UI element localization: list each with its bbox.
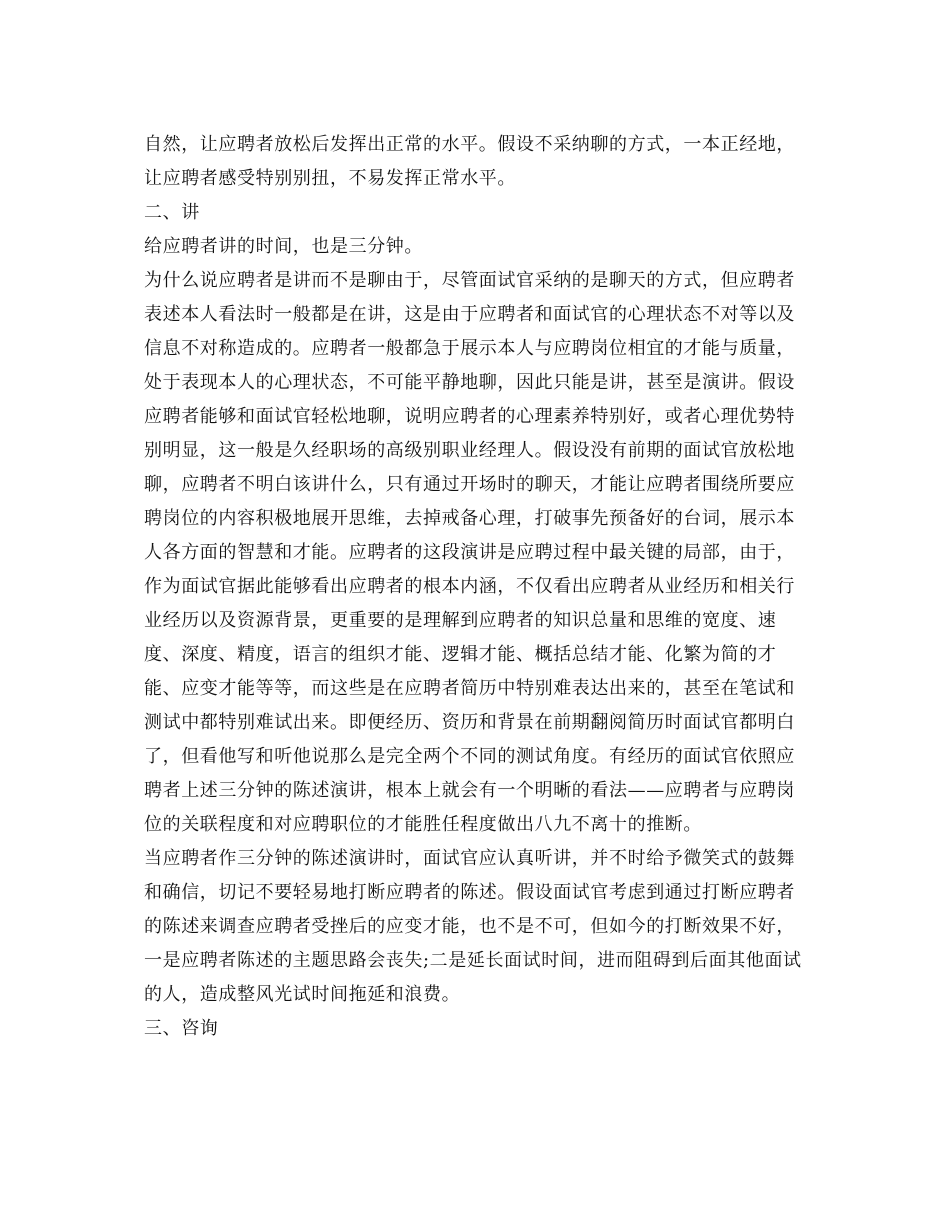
text-line: 聘者上述三分钟的陈述演讲，根本上就会有一个明晰的看法——应聘者与应聘岗 bbox=[144, 780, 795, 801]
text-line: 度、深度、精度，语言的组织才能、逻辑才能、概括总结才能、化繁为简的才 bbox=[144, 644, 777, 665]
text-line: 的人，造成整风光试时间拖延和浪费。 bbox=[144, 984, 461, 1005]
text-line: 自然，让应聘者放松后发挥出正常的水平。假设不采纳聊的方式，一本正经地， bbox=[144, 134, 795, 155]
text-line: 测试中都特别难试出来。即便经历、资历和背景在前期翻阅简历时面试官都明白 bbox=[144, 712, 795, 733]
text-line: 信息不对称造成的。应聘者一般都急于展示本人与应聘岗位相宜的才能与质量， bbox=[144, 338, 795, 359]
text-line: 和确信，切记不要轻易地打断应聘者的陈述。假设面试官考虑到通过打断应聘者 bbox=[144, 882, 795, 903]
text-line: 别明显，这一般是久经职场的高级别职业经理人。假设没有前期的面试官放松地 bbox=[144, 440, 795, 461]
text-line: 作为面试官据此能够看出应聘者的根本内涵，不仅看出应聘者从业经历和相关行 bbox=[144, 576, 795, 597]
text-line: 给应聘者讲的时间，也是三分钟。 bbox=[144, 236, 423, 257]
text-line: 为什么说应聘者是讲而不是聊由于，尽管面试官采纳的是聊天的方式，但应聘者 bbox=[144, 270, 795, 291]
text-line: 位的关联程度和对应聘职位的才能胜任程度做出八九不离十的推断。 bbox=[144, 814, 702, 835]
text-line: 聊，应聘者不明白该讲什么，只有通过开场时的聊天，才能让应聘者围绕所要应 bbox=[144, 474, 795, 495]
text-line: 当应聘者作三分钟的陈述演讲时，面试官应认真听讲，并不时给予微笑式的鼓舞 bbox=[144, 848, 795, 869]
text-line: 让应聘者感受特别别扭，不易发挥正常水平。 bbox=[144, 168, 516, 189]
section-heading: 二、讲 bbox=[144, 202, 200, 223]
text-line: 能、应变才能等等，而这些是在应聘者简历中特别难表达出来的，甚至在笔试和 bbox=[144, 678, 795, 699]
text-line: 了，但看他写和听他说那么是完全两个不同的测试角度。有经历的面试官依照应 bbox=[144, 746, 795, 767]
text-line: 处于表现本人的心理状态，不可能平静地聊，因此只能是讲，甚至是演讲。假设 bbox=[144, 372, 795, 393]
text-line: 一是应聘者陈述的主题思路会丧失;二是延长面试时间，进而阻碍到后面其他面试 bbox=[144, 950, 802, 971]
text-line: 的陈述来调查应聘者受挫后的应变才能，也不是不可，但如今的打断效果不好， bbox=[144, 916, 795, 937]
document-body bbox=[144, 128, 809, 1046]
text-line: 表述本人看法时一般都是在讲，这是由于应聘者和面试官的心理状态不对等以及 bbox=[144, 304, 795, 325]
text-line: 人各方面的智慧和才能。应聘者的这段演讲是应聘过程中最关键的局部，由于， bbox=[144, 542, 795, 563]
section-heading: 三、咨询 bbox=[144, 1018, 219, 1039]
text-line: 业经历以及资源背景，更重要的是理解到应聘者的知识总量和思维的宽度、速 bbox=[144, 610, 777, 631]
text-line: 应聘者能够和面试官轻松地聊，说明应聘者的心理素养特别好，或者心理优势特 bbox=[144, 406, 795, 427]
text-line: 聘岗位的内容积极地展开思维，去掉戒备心理，打破事先预备好的台词，展示本 bbox=[144, 508, 795, 529]
